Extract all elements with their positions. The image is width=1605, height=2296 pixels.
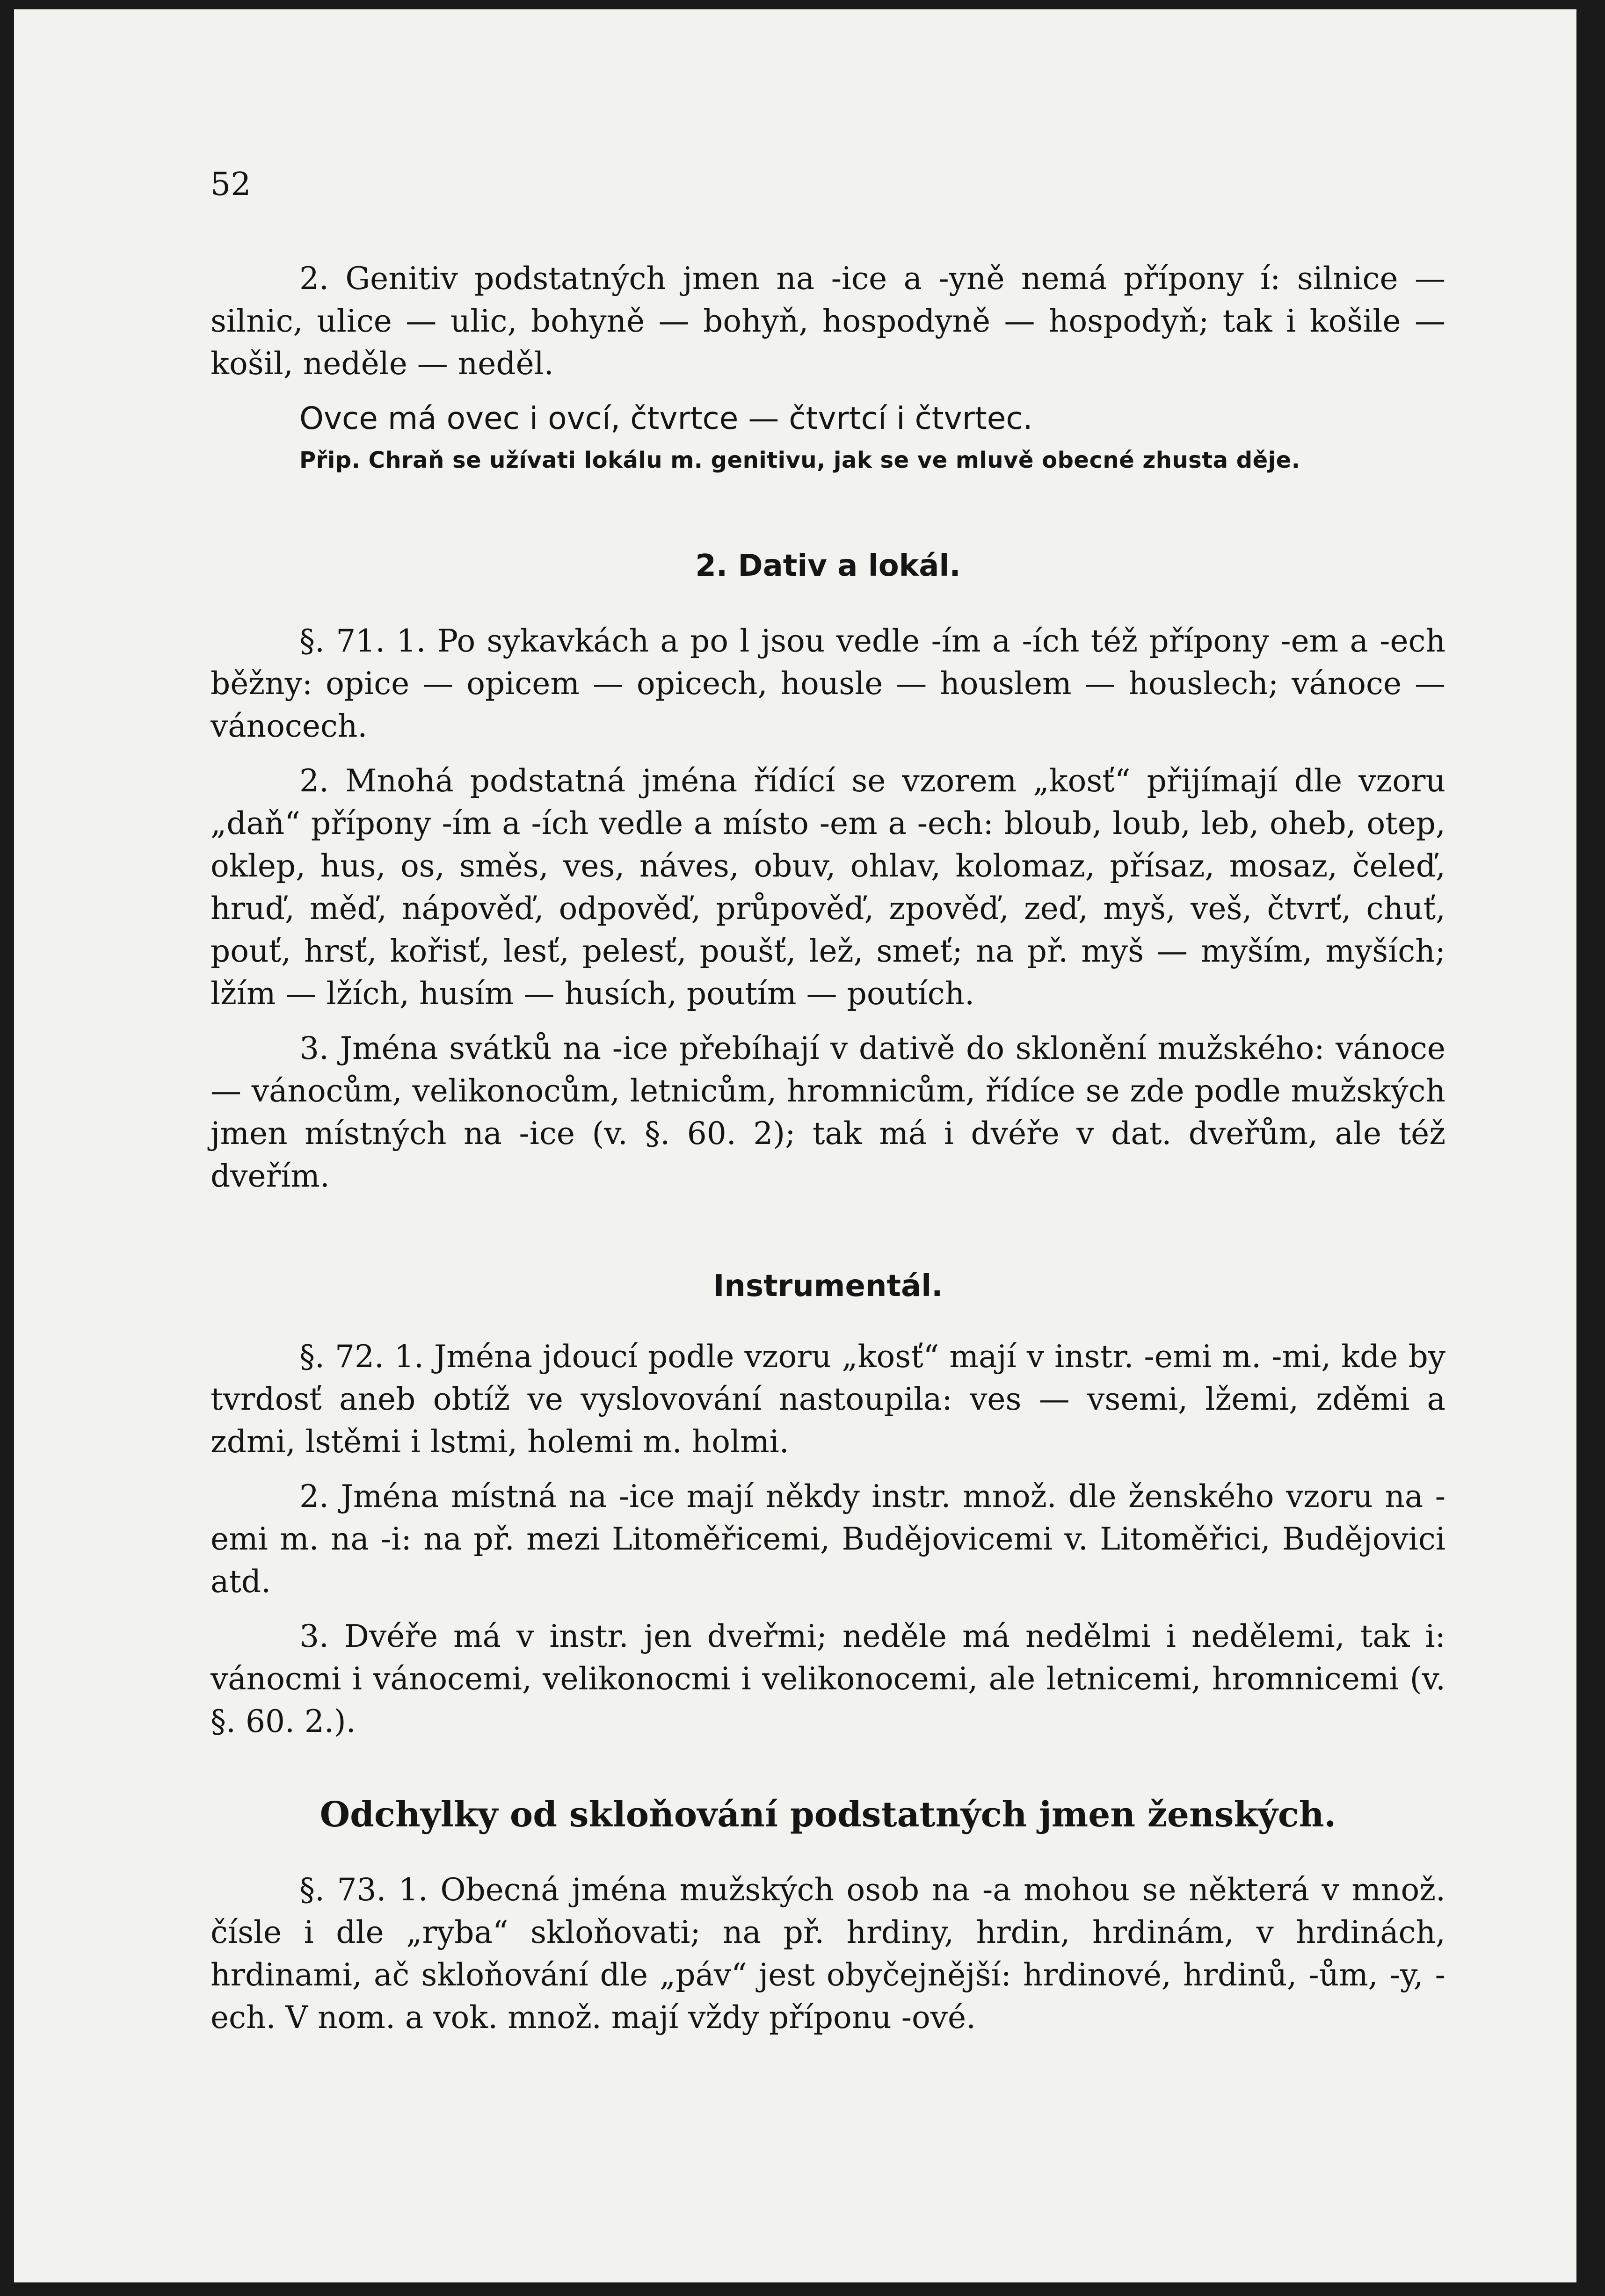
document-page (14, 9, 1576, 2282)
heading-dativ: 2. Dativ a lokál. (695, 549, 961, 583)
section-73 (211, 1869, 1445, 2039)
heading-odchylky: Odchylky od skloňování podstatných jmen ženských. (320, 1795, 1336, 1835)
section-72-paragraph-1: §. 72. 1. Jména jdoucí podle vzoru „kosť“ mají v instr. -emi m. -mi, kde by tvrdosť aneb obtíž ve vyslovování nastoupila: ves — vsemi, lžemi, zděmi a zdmi, lstěmi i lstmi, holemi m. holmi. (211, 1339, 1445, 1460)
section-72-paragraph-3: 3. Dvéře má v instr. jen dveřmi; neděle má nedělmi i nedělemi, tak i: vánocmi i vánocemi, velikonocmi i velikonocemi, ale letnicemi, hromnicemi (v. §. 60. 2.). (211, 1618, 1445, 1739)
section-72 (211, 1335, 1445, 1743)
section-72-paragraph-2: 2. Jména místná na -ice mají někdy instr. množ. dle ženského vzoru na -emi m. na -i: na př. mezi Litoměřicemi, Budějovicemi v. Litoměřici, Budějovici atd. (211, 1478, 1445, 1600)
heading-instrumental: Instrumentál. (713, 1269, 943, 1304)
section-genitive (211, 257, 1445, 481)
section-71-paragraph-2: 2. Mnohá podstatná jména řídící se vzorem „kosť“ přijímají dle vzoru „daň“ přípony -ím a -ích vedle a místo -em a -ech: bloub, loub, leb, oheb, otep, oklep, hus, os, směs, ves, náves, obuv, ohlav, kolomaz, přísaz, mosaz, čeleď, hruď, měď, nápověď, odpověď, průpověď, zpověď, zeď, myš, veš, čtvrť, chuť, pouť, hrsť, kořisť, lesť, pelesť, poušť, lež, smeť; na př. myš — myším, myších; lžím — lžích, husím — husích, poutím — poutích. (211, 763, 1445, 1012)
section-73-paragraph-1: §. 73. 1. Obecná jména mužských osob na -a mohou se některá v množ. čísle i dle „ryba“ skloňovati; na př. hrdiny, hrdin, hrdinám, v hrdinách, hrdinami, ač skloňování dle „páv“ jest obyčejnější: hrdinové, hrdinů, -ům, -y, -ech. V nom. a vok. množ. mají vždy příponu -ové. (211, 1872, 1445, 2035)
section-71 (211, 620, 1445, 1197)
genitive-note: Přip. Chraň se užívati lokálu m. genitivu, jak se ve mluvě obecné zhusta děje. (299, 447, 1300, 473)
genitive-paragraph-2: Ovce má ovec i ovcí, čtvrtce — čtvrtcí i čtvrtec. (299, 400, 1033, 436)
page-number: 52 (211, 166, 251, 203)
section-71-paragraph-3: 3. Jména svátků na -ice přebíhají v dativě do sklonění mužského: vánoce — vánocům, velikonocům, letnicům, hromnicům, řídíce se zde podle mužských jmen místných na -ice (v. §. 60. 2); tak má i dvéře v dat. dveřům, ale též dveřím. (211, 1030, 1445, 1194)
section-71-paragraph-1: §. 71. 1. Po sykavkách a po l jsou vedle -ím a -ích též přípony -em a -ech běžny: opice — opicem — opicech, housle — houslem — houslech; vánoce — vánocech. (211, 623, 1445, 744)
genitive-paragraph-1: 2. Genitiv podstatných jmen na -ice a -yně nemá přípony í: silnice — silnic, ulice — ulic, bohyně — bohyň, hospodyně — hospodyň; tak i košile — košil, neděle — neděl. (211, 261, 1445, 382)
